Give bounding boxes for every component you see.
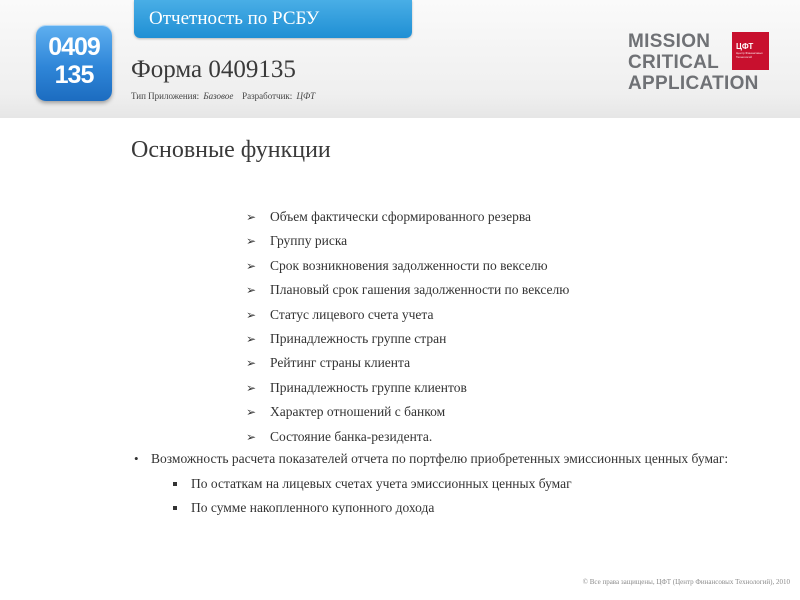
arrow-bullet-icon: ➢ xyxy=(246,405,257,420)
form-meta xyxy=(131,91,317,101)
arrow-bullet-icon: ➢ xyxy=(246,283,257,298)
type-label: Тип Приложения: xyxy=(131,91,200,101)
calculation-sub-list xyxy=(171,475,781,523)
form-icon-line1: 0409 xyxy=(48,33,100,61)
sub-list-item xyxy=(171,499,781,523)
list-item-text: Принадлежность группе клиентов xyxy=(270,379,467,395)
sub-list-item-text: По сумме накопленного купонного дохода xyxy=(191,500,435,515)
footer-copyright: © Все права защищены, ЦФТ (Центр Финансовых Технологий), 2010 xyxy=(582,578,790,586)
calculation-block xyxy=(131,450,781,523)
arrow-bullet-icon: ➢ xyxy=(246,429,257,444)
developer-value: ЦФТ xyxy=(296,91,316,101)
arrow-bullet-icon: ➢ xyxy=(246,356,257,371)
list-item-text: Срок возникновения задолженности по векселю xyxy=(270,257,548,273)
round-bullet-icon: • xyxy=(134,451,139,466)
arrow-bullet-icon: ➢ xyxy=(246,380,257,395)
section-tab[interactable]: Отчетность по РСБУ xyxy=(134,0,412,38)
form-icon-line2: 135 xyxy=(54,61,94,89)
sub-list-item-text: По остаткам на лицевых счетах учета эмиссионных ценных бумаг xyxy=(191,476,572,491)
list-item xyxy=(246,402,766,426)
list-item-text: Принадлежность группе стран xyxy=(270,330,447,346)
list-item xyxy=(246,305,766,329)
list-item-text: Состояние банка-резидента. xyxy=(270,428,433,444)
arrow-bullet-icon: ➢ xyxy=(246,331,257,346)
square-bullet-icon xyxy=(173,482,177,486)
list-item-text: Объем фактически сформированного резерва xyxy=(270,209,532,224)
list-item xyxy=(246,329,766,353)
square-bullet-icon xyxy=(173,506,177,510)
list-item-text: Группу риска xyxy=(270,233,348,249)
calculation-text: Возможность расчета показателей отчета по портфелю приобретенных эмиссионных ценных бумаг: xyxy=(151,451,729,466)
logo-line1: MISSION xyxy=(628,31,711,52)
list-item xyxy=(246,256,766,280)
section-heading: Основные функции xyxy=(131,137,331,163)
list-item xyxy=(246,207,766,231)
arrow-bullet-icon: ➢ xyxy=(246,210,257,224)
calculation-item xyxy=(131,450,781,468)
form-number-icon xyxy=(36,25,112,101)
list-item-text: Плановый срок гашения задолженности по векселю xyxy=(270,282,570,298)
list-item xyxy=(246,427,766,451)
cft-badge-subtext: Центр Финансовых Технологий xyxy=(736,51,763,59)
list-item xyxy=(246,231,766,255)
list-item-text: Характер отношений с банком xyxy=(270,404,446,420)
list-item xyxy=(246,280,766,304)
cft-badge-text: ЦФТ xyxy=(736,42,754,51)
arrow-bullet-icon: ➢ xyxy=(246,234,257,249)
list-item xyxy=(246,353,766,377)
logo-line2: CRITICAL xyxy=(628,52,720,73)
sub-list-item xyxy=(171,475,781,499)
list-item xyxy=(246,378,766,402)
list-item-text: Рейтинг страны клиента xyxy=(270,355,411,371)
mission-critical-logo xyxy=(628,31,778,97)
arrow-bullet-icon: ➢ xyxy=(246,258,257,273)
logo-line3: APPLICATION xyxy=(628,73,759,94)
cft-badge-icon xyxy=(732,32,769,70)
form-title: Форма 0409135 xyxy=(131,56,296,83)
type-value: Базовое xyxy=(203,91,234,101)
arrow-bullet-icon: ➢ xyxy=(246,307,257,322)
list-item-text: Статус лицевого счета учета xyxy=(270,306,434,322)
functions-list xyxy=(246,207,766,451)
developer-label: Разработчик: xyxy=(242,91,293,101)
